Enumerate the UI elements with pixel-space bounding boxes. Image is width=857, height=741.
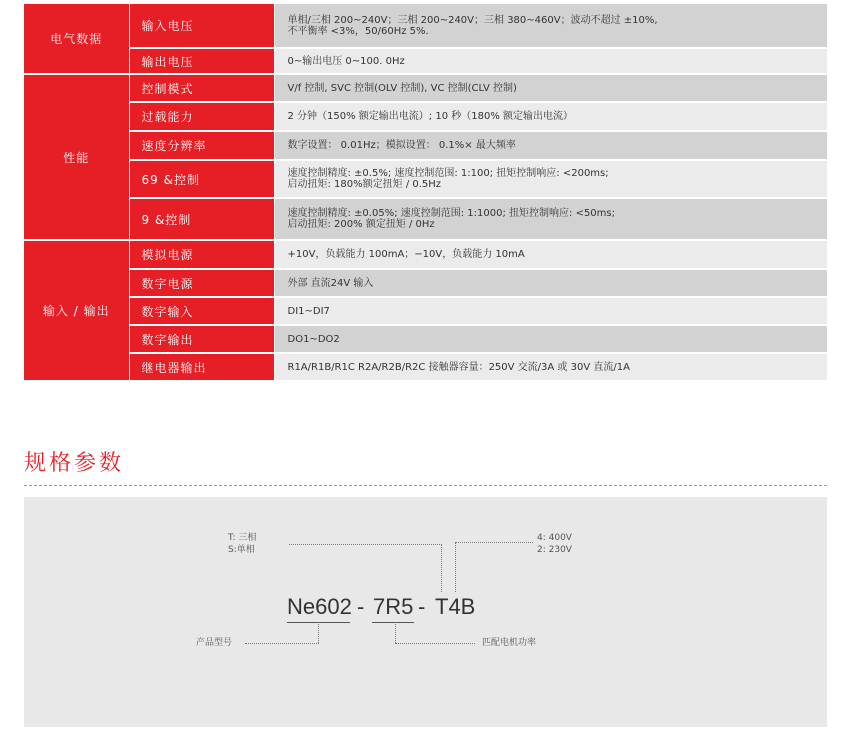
row-value: 0~输出电压 0~100. 0Hz	[274, 48, 827, 74]
phase-note-1: T: 三相	[228, 533, 257, 543]
table-row	[24, 198, 827, 240]
row-label: 输出电压	[129, 48, 274, 74]
table-row	[24, 131, 827, 160]
category-electrical: 电气数据	[24, 4, 129, 74]
model-diagram-panel	[24, 497, 827, 727]
connector-line	[245, 643, 319, 644]
row-label: 69 &控制	[129, 160, 274, 198]
row-label: 9 &控制	[129, 198, 274, 240]
voltage-note-1: 4: 400V	[537, 533, 572, 543]
table-row	[24, 269, 827, 297]
model-code-sep2: -	[418, 594, 426, 619]
table-row	[24, 160, 827, 198]
model-code-series	[287, 594, 352, 620]
table-row	[24, 74, 827, 102]
row-label: 控制模式	[129, 74, 274, 102]
underline	[372, 622, 414, 623]
row-value: +10V，负载能力 100mA；−10V，负载能力 10mA	[274, 240, 827, 269]
row-value: 2 分钟（150% 额定输出电流）; 10 秒（180% 额定输出电流）	[274, 102, 827, 131]
connector-line	[289, 544, 442, 545]
voltage-note-2: 2: 230V	[537, 545, 572, 555]
table-row	[24, 353, 827, 381]
row-label: 过载能力	[129, 102, 274, 131]
table-row	[24, 4, 827, 48]
row-label: 继电器输出	[129, 353, 274, 381]
row-value: DI1~DI7	[274, 297, 827, 325]
phase-note-2: S:单相	[228, 545, 255, 555]
dashed-divider	[24, 485, 827, 486]
row-value: V/f 控制, SVC 控制(OLV 控制), VC 控制(CLV 控制)	[274, 74, 827, 102]
row-label: 数字电源	[129, 269, 274, 297]
motor-power-label: 匹配电机功率	[482, 638, 537, 648]
row-value: 速度控制精度: ±0.5%; 速度控制范围: 1:100; 扭矩控制响应: <200ms; 启动扭矩: 180%额定扭矩 / 0.5Hz	[274, 160, 827, 198]
table-row	[24, 48, 827, 74]
row-value: 外部 直流24V 输入	[274, 269, 827, 297]
connector-line	[395, 622, 396, 643]
row-value: DO1~DO2	[274, 325, 827, 353]
row-value: R1A/R1B/R1C R2A/R2B/R2C 接触器容量：250V 交流/3A 或 30V 直流/1A	[274, 353, 827, 381]
table-row	[24, 240, 827, 269]
section-heading: 规格参数	[24, 451, 125, 476]
model-part-voltage: T4B	[435, 594, 476, 619]
row-value: 单相/三相 200~240V；三相 200~240V；三相 380~460V；波动不超过 ±10%, 不平衡率 <3%，50/60Hz 5%.	[274, 4, 827, 48]
row-label: 速度分辨率	[129, 131, 274, 160]
table-row	[24, 325, 827, 353]
row-value: 速度控制精度: ±0.05%; 速度控制范围: 1:1000; 扭矩控制响应: <50ms; 启动扭矩: 200% 额定扭矩 / 0Hz	[274, 198, 827, 240]
row-label: 模拟电源	[129, 240, 274, 269]
table-row	[24, 102, 827, 131]
connector-line	[455, 542, 456, 592]
model-part-series: Ne602	[287, 594, 352, 619]
spec-table	[24, 4, 827, 382]
model-part-power: 7R5	[373, 594, 414, 619]
row-label: 数字输出	[129, 325, 274, 353]
row-label: 输入电压	[129, 4, 274, 48]
table-row	[24, 297, 827, 325]
category-io: 输入 / 输出	[24, 240, 129, 381]
connector-line	[395, 643, 475, 644]
connector-line	[455, 542, 533, 543]
connector-line	[318, 622, 319, 643]
row-label: 数字输入	[129, 297, 274, 325]
product-model-label: 产品型号	[196, 638, 233, 648]
category-performance: 性能	[24, 74, 129, 240]
row-value: 数字设置： 0.01Hz；模拟设置： 0.1%× 最大频率	[274, 131, 827, 160]
model-code-sep1: -	[357, 594, 365, 619]
connector-line	[441, 544, 442, 592]
